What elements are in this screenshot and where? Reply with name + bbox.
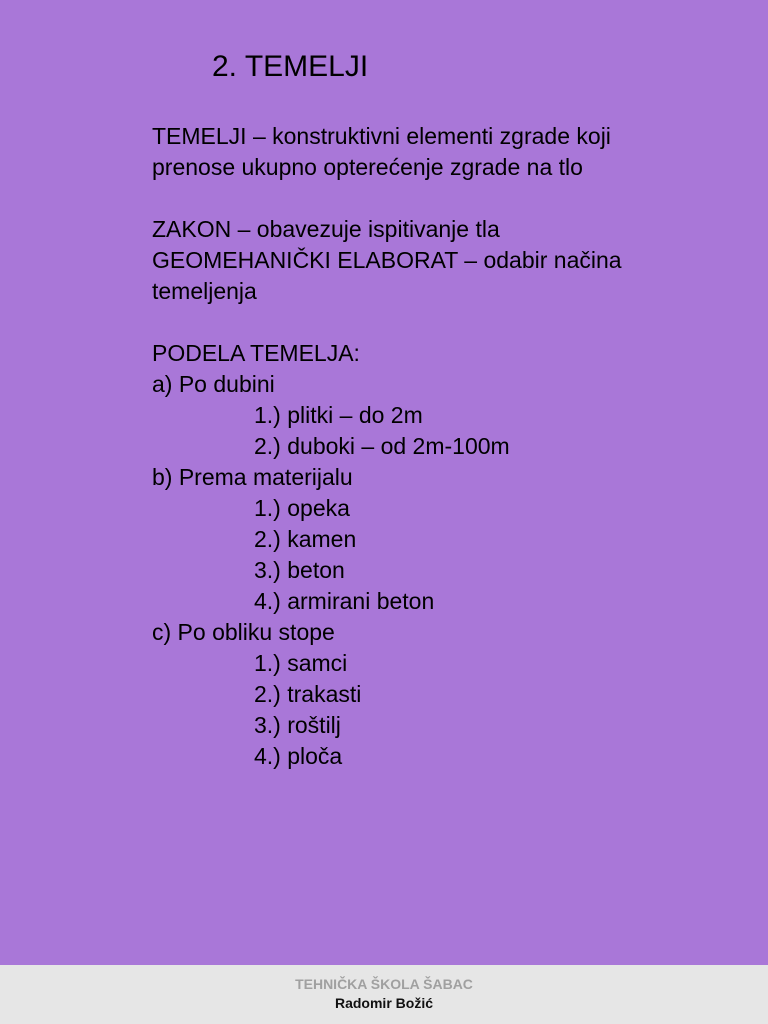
paragraph-gap bbox=[152, 307, 752, 338]
list-item: 3.) beton bbox=[254, 557, 345, 583]
category-material-label: b) Prema materijalu bbox=[152, 464, 353, 490]
list-item: 2.) trakasti bbox=[254, 681, 362, 707]
slide-content bbox=[152, 121, 752, 772]
footer bbox=[0, 965, 768, 1024]
school-name: TEHNIČKA ŠKOLA ŠABAC bbox=[295, 976, 473, 992]
intro-line-1: TEMELJI – konstruktivni elementi zgrade koji bbox=[152, 123, 611, 149]
list-item: 1.) opeka bbox=[254, 495, 350, 521]
list-item: 1.) samci bbox=[254, 650, 348, 676]
author-name: Radomir Božić bbox=[334, 995, 433, 1011]
list-item: 4.) armirani beton bbox=[254, 588, 435, 614]
list-item: 4.) ploča bbox=[254, 743, 343, 769]
list-item: 2.) duboki – od 2m-100m bbox=[254, 433, 510, 459]
category-shape-label: c) Po obliku stope bbox=[152, 619, 335, 645]
list-item: 3.) roštilj bbox=[254, 712, 341, 738]
intro-line-2: prenose ukupno opterećenje zgrade na tlo bbox=[152, 154, 583, 180]
law-line-3: temeljenja bbox=[152, 278, 257, 304]
division-heading: PODELA TEMELJA: bbox=[152, 340, 360, 366]
paragraph-gap bbox=[152, 183, 752, 214]
category-depth-label: a) Po dubini bbox=[152, 371, 275, 397]
list-item: 2.) kamen bbox=[254, 526, 357, 552]
list-item: 1.) plitki – do 2m bbox=[254, 402, 423, 428]
law-line-2: GEOMEHANIČKI ELABORAT – odabir načina bbox=[152, 247, 622, 273]
law-line-1: ZAKON – obavezuje ispitivanje tla bbox=[152, 216, 500, 242]
slide-title: 2. TEMELJI bbox=[212, 50, 369, 83]
